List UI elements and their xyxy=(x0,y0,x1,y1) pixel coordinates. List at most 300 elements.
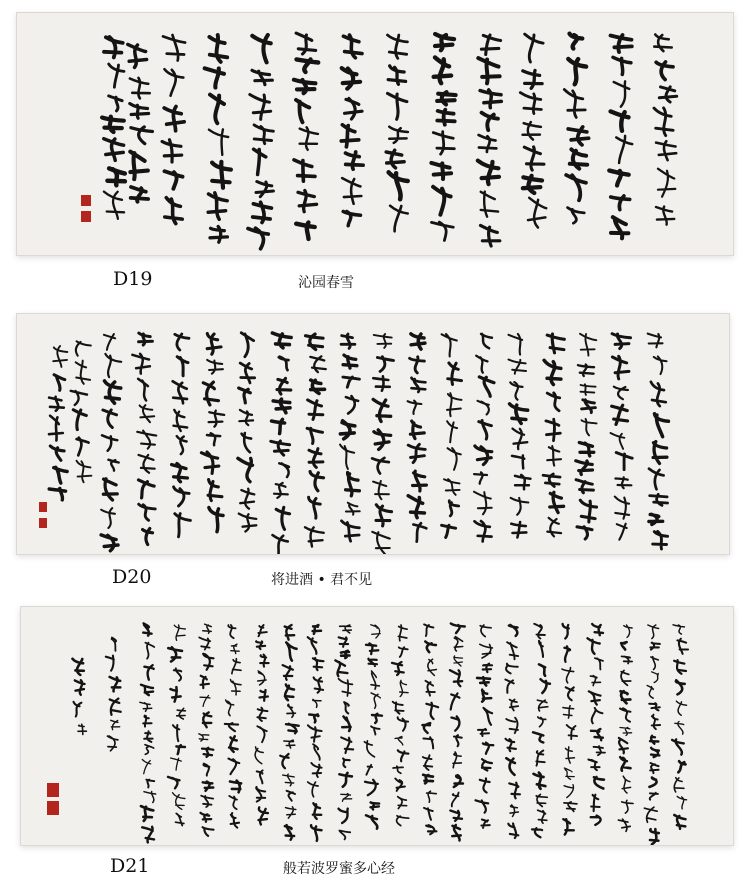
brush-character xyxy=(483,664,492,672)
brush-character xyxy=(309,449,323,468)
brush-character xyxy=(611,217,628,238)
brush-character xyxy=(203,764,209,776)
brush-character xyxy=(103,410,117,428)
brush-character xyxy=(340,421,354,439)
brush-character xyxy=(104,37,123,57)
brush-character xyxy=(276,507,289,529)
brush-character xyxy=(138,379,148,401)
brush-character xyxy=(482,759,492,770)
brush-character xyxy=(283,774,295,786)
brush-character xyxy=(238,458,253,481)
brush-character xyxy=(506,718,518,733)
brush-character xyxy=(273,399,290,413)
brush-character xyxy=(252,35,270,62)
brush-character xyxy=(239,514,256,532)
brush-character xyxy=(105,354,121,377)
brush-character xyxy=(568,208,585,224)
brush-character xyxy=(591,795,599,811)
brush-character xyxy=(109,96,122,111)
brush-character xyxy=(449,501,458,516)
brush-character xyxy=(509,360,527,374)
brush-character xyxy=(423,737,433,748)
brush-character xyxy=(547,518,561,537)
brush-character xyxy=(566,747,575,763)
brush-character xyxy=(506,664,518,674)
seal-stamp xyxy=(39,502,47,512)
brush-character xyxy=(614,81,630,106)
brush-character xyxy=(343,759,350,768)
brush-character xyxy=(296,223,315,239)
brush-character xyxy=(308,725,322,741)
brush-character xyxy=(311,825,321,841)
brush-character xyxy=(144,731,152,742)
brush-character xyxy=(229,736,237,752)
brush-character xyxy=(656,207,674,225)
brush-character xyxy=(481,192,498,217)
brush-character xyxy=(452,793,459,807)
brush-character xyxy=(130,104,149,119)
brush-character xyxy=(172,464,188,482)
brush-character xyxy=(272,419,285,433)
brush-character xyxy=(650,643,659,650)
brush-character xyxy=(207,433,220,445)
brush-character xyxy=(408,496,424,518)
brush-character xyxy=(595,658,603,669)
brush-character xyxy=(78,724,86,734)
brush-character xyxy=(308,400,323,420)
seal-stamp xyxy=(81,211,91,222)
brush-character xyxy=(674,660,686,674)
brush-character xyxy=(539,664,545,675)
brush-character xyxy=(286,724,299,734)
brush-character xyxy=(536,751,544,766)
brush-character xyxy=(74,702,82,717)
calligraphy-scroll-d20 xyxy=(16,313,730,555)
brush-character xyxy=(130,78,150,99)
brush-character xyxy=(341,125,358,147)
brush-character xyxy=(372,714,382,723)
brush-character xyxy=(176,813,184,825)
brush-character xyxy=(373,481,389,499)
brush-character xyxy=(280,754,288,768)
brush-character xyxy=(229,759,240,775)
brush-character xyxy=(287,791,295,801)
brush-character xyxy=(132,354,150,374)
brush-character xyxy=(143,529,153,545)
brush-character xyxy=(231,813,239,828)
brush-character xyxy=(513,429,528,450)
brush-character xyxy=(207,360,223,374)
brush-character xyxy=(260,690,268,701)
brush-character xyxy=(425,642,436,653)
brush-character xyxy=(564,646,570,662)
brush-character xyxy=(205,68,224,87)
brush-character xyxy=(590,676,600,686)
brush-character xyxy=(618,819,630,831)
brush-character xyxy=(240,489,254,509)
brush-character xyxy=(592,624,603,635)
brush-character xyxy=(398,797,407,809)
brush-character xyxy=(442,525,456,537)
brush-character xyxy=(165,198,182,224)
brush-character xyxy=(525,34,543,62)
brush-character xyxy=(592,708,603,723)
artwork-title-d19: 沁园春雪 xyxy=(298,275,354,291)
brush-character xyxy=(110,677,121,692)
brush-character xyxy=(143,623,151,635)
brush-character xyxy=(298,191,317,212)
brush-character xyxy=(474,492,492,515)
brush-character xyxy=(432,222,454,240)
brush-character xyxy=(177,357,188,376)
brush-character xyxy=(388,66,405,84)
brush-character xyxy=(203,654,213,670)
brush-character xyxy=(650,793,658,800)
brush-character xyxy=(284,740,295,748)
brush-character xyxy=(343,377,360,387)
brush-character xyxy=(650,829,659,844)
brush-character xyxy=(533,732,543,742)
brush-character xyxy=(591,816,601,825)
brush-character xyxy=(450,670,462,686)
brush-character xyxy=(173,793,185,810)
brush-character xyxy=(622,800,633,813)
brush-character xyxy=(538,810,547,823)
brush-character xyxy=(139,504,156,520)
brush-character xyxy=(139,480,155,498)
brush-character xyxy=(163,35,185,61)
brush-character xyxy=(509,334,523,355)
brush-character xyxy=(371,693,380,708)
brush-character xyxy=(523,71,542,89)
brush-character xyxy=(619,738,628,753)
brush-character xyxy=(650,763,658,773)
brush-character xyxy=(506,739,516,752)
calligraphy-artwork-d20 xyxy=(17,314,729,554)
brush-character xyxy=(256,182,273,197)
brush-character xyxy=(450,811,462,821)
brush-character xyxy=(434,57,451,83)
brush-character xyxy=(478,729,489,736)
brush-character xyxy=(242,433,252,452)
brush-character xyxy=(257,726,267,742)
brush-character xyxy=(509,783,520,799)
seal-stamp xyxy=(81,195,91,206)
brush-character xyxy=(451,624,465,634)
brush-character xyxy=(212,162,231,188)
brush-character xyxy=(509,625,518,636)
brush-character xyxy=(481,820,489,828)
brush-character xyxy=(346,473,360,496)
brush-character xyxy=(398,625,407,641)
brush-character xyxy=(339,831,350,840)
brush-character xyxy=(313,658,324,670)
brush-character xyxy=(76,341,91,355)
brush-character xyxy=(541,679,550,693)
brush-character xyxy=(226,700,234,716)
brush-character xyxy=(510,700,519,711)
brush-character xyxy=(576,480,593,493)
brush-character xyxy=(309,715,318,723)
brush-character xyxy=(616,453,632,470)
brush-character xyxy=(426,703,438,719)
calligraphy-artwork-d21 xyxy=(21,607,733,845)
brush-character xyxy=(313,699,321,707)
brush-character xyxy=(515,475,530,489)
brush-character xyxy=(128,44,147,67)
brush-character xyxy=(536,794,547,806)
brush-character xyxy=(480,778,490,792)
brush-character xyxy=(254,149,266,174)
brush-character xyxy=(620,708,631,721)
brush-character xyxy=(141,806,153,821)
brush-character xyxy=(393,766,403,773)
brush-character xyxy=(141,685,153,696)
brush-character xyxy=(564,785,573,798)
brush-character xyxy=(395,779,405,791)
brush-character xyxy=(173,725,179,741)
brush-character xyxy=(433,132,454,155)
brush-character xyxy=(547,446,561,466)
brush-character xyxy=(480,90,501,108)
brush-character xyxy=(258,671,266,685)
brush-character xyxy=(248,228,268,249)
brush-character xyxy=(241,333,253,357)
brush-character xyxy=(207,334,221,355)
brush-character xyxy=(228,625,235,638)
brush-character xyxy=(451,693,460,709)
brush-character xyxy=(225,723,238,731)
brush-character xyxy=(257,708,267,721)
brush-character xyxy=(479,421,492,440)
brush-character xyxy=(388,93,407,119)
brush-character xyxy=(423,775,433,784)
brush-character xyxy=(611,196,630,210)
calligraphy-scroll-d19 xyxy=(16,12,734,256)
brush-character xyxy=(594,777,604,789)
brush-character xyxy=(578,365,594,377)
brush-character xyxy=(423,723,431,733)
brush-character xyxy=(345,99,362,120)
brush-character xyxy=(478,161,499,185)
brush-character xyxy=(53,346,67,367)
brush-character xyxy=(582,400,596,413)
brush-character xyxy=(162,140,182,162)
brush-character xyxy=(423,755,432,770)
artwork-code-d19: D19 xyxy=(113,268,153,290)
brush-character xyxy=(478,401,489,415)
brush-character xyxy=(341,737,353,753)
brush-character xyxy=(564,802,577,812)
brush-character xyxy=(109,64,124,87)
brush-character xyxy=(523,122,541,140)
brush-character xyxy=(543,474,560,487)
brush-character xyxy=(139,455,155,473)
brush-character xyxy=(313,744,320,760)
brush-character xyxy=(474,472,487,483)
brush-character xyxy=(563,624,569,639)
brush-character xyxy=(300,127,318,150)
brush-character xyxy=(372,458,389,474)
brush-character xyxy=(199,734,209,741)
brush-character xyxy=(677,639,688,654)
brush-character xyxy=(76,361,90,384)
brush-character xyxy=(177,436,187,454)
brush-character xyxy=(130,152,148,180)
brush-character xyxy=(140,405,155,422)
brush-character xyxy=(674,778,684,792)
brush-character xyxy=(145,643,154,659)
brush-character xyxy=(374,334,392,348)
brush-character xyxy=(390,206,408,232)
brush-character xyxy=(426,825,436,834)
calligraphy-scroll-d21 xyxy=(20,606,734,846)
seal-stamp xyxy=(47,783,59,797)
brush-character xyxy=(296,100,309,122)
brush-character xyxy=(50,446,64,460)
brush-character xyxy=(562,668,574,683)
brush-character xyxy=(272,333,291,348)
brush-character xyxy=(209,129,228,155)
brush-character xyxy=(566,687,574,700)
brush-character xyxy=(624,625,632,637)
brush-character xyxy=(294,80,316,94)
brush-character xyxy=(173,410,187,431)
brush-character xyxy=(480,625,491,637)
brush-character xyxy=(283,665,293,680)
brush-character xyxy=(165,69,184,96)
brush-character xyxy=(408,444,425,462)
brush-character xyxy=(389,172,408,199)
brush-character xyxy=(653,442,667,464)
brush-character xyxy=(656,141,676,160)
brush-character xyxy=(544,360,561,384)
brush-character xyxy=(285,685,294,701)
brush-character xyxy=(427,791,437,802)
brush-character xyxy=(346,503,360,515)
brush-character xyxy=(368,659,377,666)
brush-character xyxy=(650,736,658,744)
brush-character xyxy=(306,334,324,350)
brush-character xyxy=(165,171,183,189)
brush-character xyxy=(480,644,493,658)
brush-character xyxy=(451,716,459,730)
brush-character xyxy=(366,643,378,654)
brush-character xyxy=(448,363,462,385)
brush-character xyxy=(484,708,493,725)
brush-character xyxy=(677,796,686,809)
brush-character xyxy=(582,419,597,436)
brush-character xyxy=(413,523,426,541)
brush-character xyxy=(365,780,378,795)
brush-character xyxy=(673,625,684,634)
brush-character xyxy=(297,59,319,72)
brush-character xyxy=(475,521,492,541)
brush-character xyxy=(534,624,545,639)
brush-character xyxy=(366,815,377,828)
artwork-title-d21: 般若波罗蜜多心经 xyxy=(283,861,395,877)
brush-character xyxy=(649,469,664,490)
brush-character xyxy=(532,828,542,837)
brush-character xyxy=(454,775,463,787)
brush-character xyxy=(613,57,631,74)
brush-character xyxy=(104,334,115,350)
brush-character xyxy=(611,35,632,52)
brush-character xyxy=(143,716,151,727)
brush-character xyxy=(201,452,218,473)
brush-character xyxy=(101,508,115,528)
brush-character xyxy=(620,757,630,771)
brush-character xyxy=(174,487,190,506)
brush-character xyxy=(230,781,241,793)
brush-character xyxy=(341,651,350,658)
brush-character xyxy=(106,656,114,671)
brush-character xyxy=(73,410,86,430)
brush-character xyxy=(654,356,667,374)
brush-character xyxy=(199,637,210,649)
brush-character xyxy=(647,686,653,699)
brush-character xyxy=(137,431,156,449)
brush-character xyxy=(101,535,118,551)
brush-character xyxy=(651,748,659,757)
brush-character xyxy=(512,456,524,469)
brush-character xyxy=(309,497,321,518)
brush-character xyxy=(203,782,213,791)
brush-character xyxy=(588,760,599,771)
brush-character xyxy=(615,497,629,519)
brush-character xyxy=(452,825,460,841)
brush-character xyxy=(678,761,685,772)
brush-character xyxy=(546,419,560,440)
seal-stamp xyxy=(39,518,47,528)
brush-character xyxy=(168,777,180,788)
brush-character xyxy=(508,824,518,839)
brush-character xyxy=(107,736,118,751)
brush-character xyxy=(208,193,227,220)
brush-character xyxy=(676,680,685,694)
brush-character xyxy=(342,717,350,732)
brush-character xyxy=(476,800,489,812)
brush-character xyxy=(674,815,685,829)
brush-character xyxy=(621,642,627,650)
brush-character xyxy=(210,95,224,124)
brush-character xyxy=(202,748,213,757)
brush-character xyxy=(77,461,92,483)
brush-character xyxy=(650,494,668,505)
brush-character xyxy=(617,524,627,540)
brush-character xyxy=(374,430,391,450)
brush-character xyxy=(108,168,125,185)
artwork-title-d20: 将进酒 • 君不见 xyxy=(271,572,373,588)
brush-character xyxy=(654,35,671,52)
brush-character xyxy=(231,644,239,654)
brush-character xyxy=(231,680,242,695)
brush-character xyxy=(254,125,273,144)
brush-character xyxy=(481,225,500,246)
brush-character xyxy=(656,62,673,80)
brush-character xyxy=(339,637,349,647)
brush-character xyxy=(511,498,529,515)
brush-character xyxy=(570,149,587,168)
brush-character xyxy=(339,679,353,696)
brush-character xyxy=(108,460,118,471)
brush-character xyxy=(307,428,322,443)
brush-character xyxy=(203,827,214,836)
brush-character xyxy=(174,668,181,680)
brush-character xyxy=(271,441,290,455)
brush-character xyxy=(410,357,425,373)
brush-character xyxy=(648,625,659,639)
